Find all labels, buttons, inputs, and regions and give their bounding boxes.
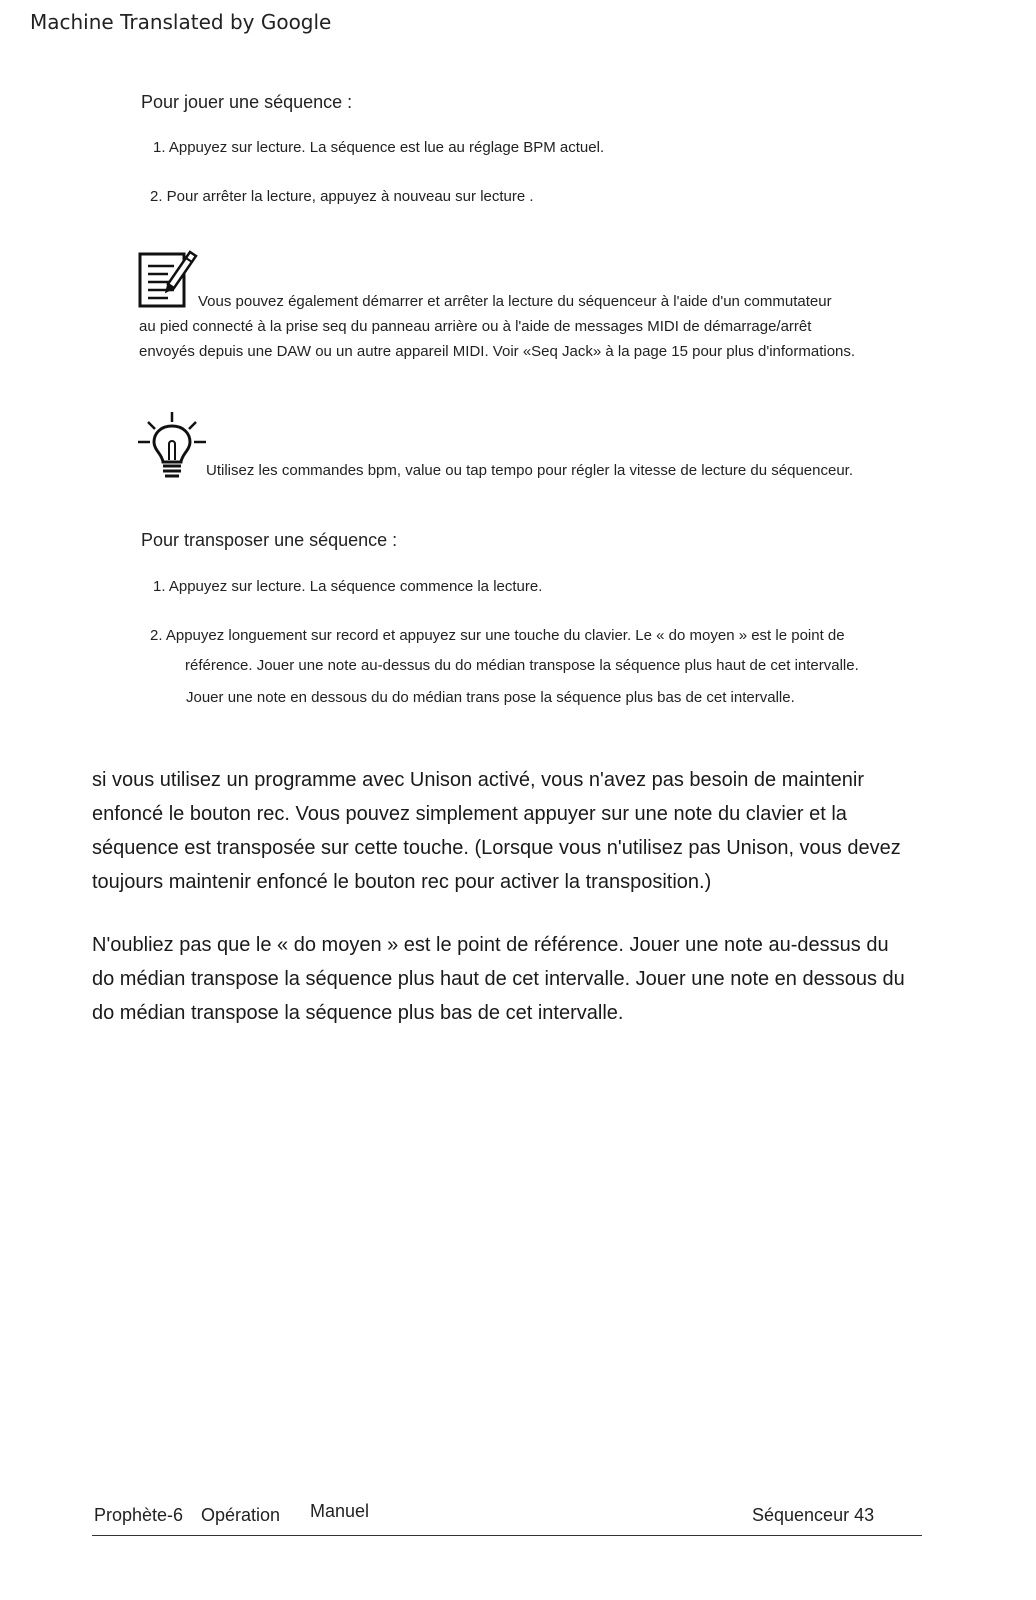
play-sequence-heading: Pour jouer une séquence : (141, 92, 353, 112)
transpose-step-2-line-2: référence. Jouer une note au-dessus du do médian transpose la séquence plus haut de cet intervalle. (185, 657, 859, 674)
machine-translation-banner: Machine Translated by Google (30, 10, 332, 34)
footer-operation: Opération (201, 1505, 281, 1525)
tip-text: Utilisez les commandes bpm, value ou tap tempo pour régler la vitesse de lecture du séquenceur. (206, 462, 854, 479)
note-line-3: envoyés depuis une DAW ou un autre appareil MIDI. Voir «Seq Jack» à la page 15 pour plus d'informations. (139, 343, 856, 360)
notepad-pencil-icon (138, 246, 200, 310)
note-line-1: Vous pouvez également démarrer et arrêter la lecture du séquenceur à l'aide d'un commutateur (198, 293, 832, 310)
note-line-2: au pied connecté à la prise seq du panneau arrière ou à l'aide de messages MIDI de démarrage/arrêt (139, 318, 812, 335)
footer-product: Prophète-6 (94, 1505, 184, 1525)
footer-section-page: Séquenceur 43 (752, 1505, 875, 1525)
middle-c-paragraph: N'oubliez pas que le « do moyen » est le point de référence. Jouer une note au-dessus du do médian transpose la séquence plus haut de cet intervalle. Jouer une note en dessous du do médian transpose la séquence plus bas de cet intervalle. (92, 934, 905, 1024)
footer-manual: Manuel (310, 1501, 370, 1521)
transpose-sequence-heading: Pour transposer une séquence : (141, 530, 398, 550)
play-step-2: 2. Pour arrêter la lecture, appuyez à nouveau sur lecture . (150, 188, 534, 205)
transpose-step-2-line-1: 2. Appuyez longuement sur record et appuyez sur une touche du clavier. Le « do moyen » est le point de (150, 627, 845, 644)
play-step-1: 1. Appuyez sur lecture. La séquence est lue au réglage BPM actuel. (153, 139, 605, 156)
transpose-step-1: 1. Appuyez sur lecture. La séquence commence la lecture. (153, 578, 543, 595)
footer-divider (92, 1535, 922, 1536)
transpose-step-2-line-3: Jouer une note en dessous du do médian trans pose la séquence plus bas de cet intervalle. (186, 689, 795, 706)
unison-paragraph: si vous utilisez un programme avec Unison activé, vous n'avez pas besoin de maintenir enfoncé le bouton rec. Vous pouvez simplement appuyer sur une note du clavier et la séquence est transposée sur cette touche. (Lorsque vous n'utilisez pas Unison, vous devez toujours maintenir enfoncé le bouton rec pour activer la transposition.) (92, 769, 901, 893)
lightbulb-icon (136, 408, 208, 480)
